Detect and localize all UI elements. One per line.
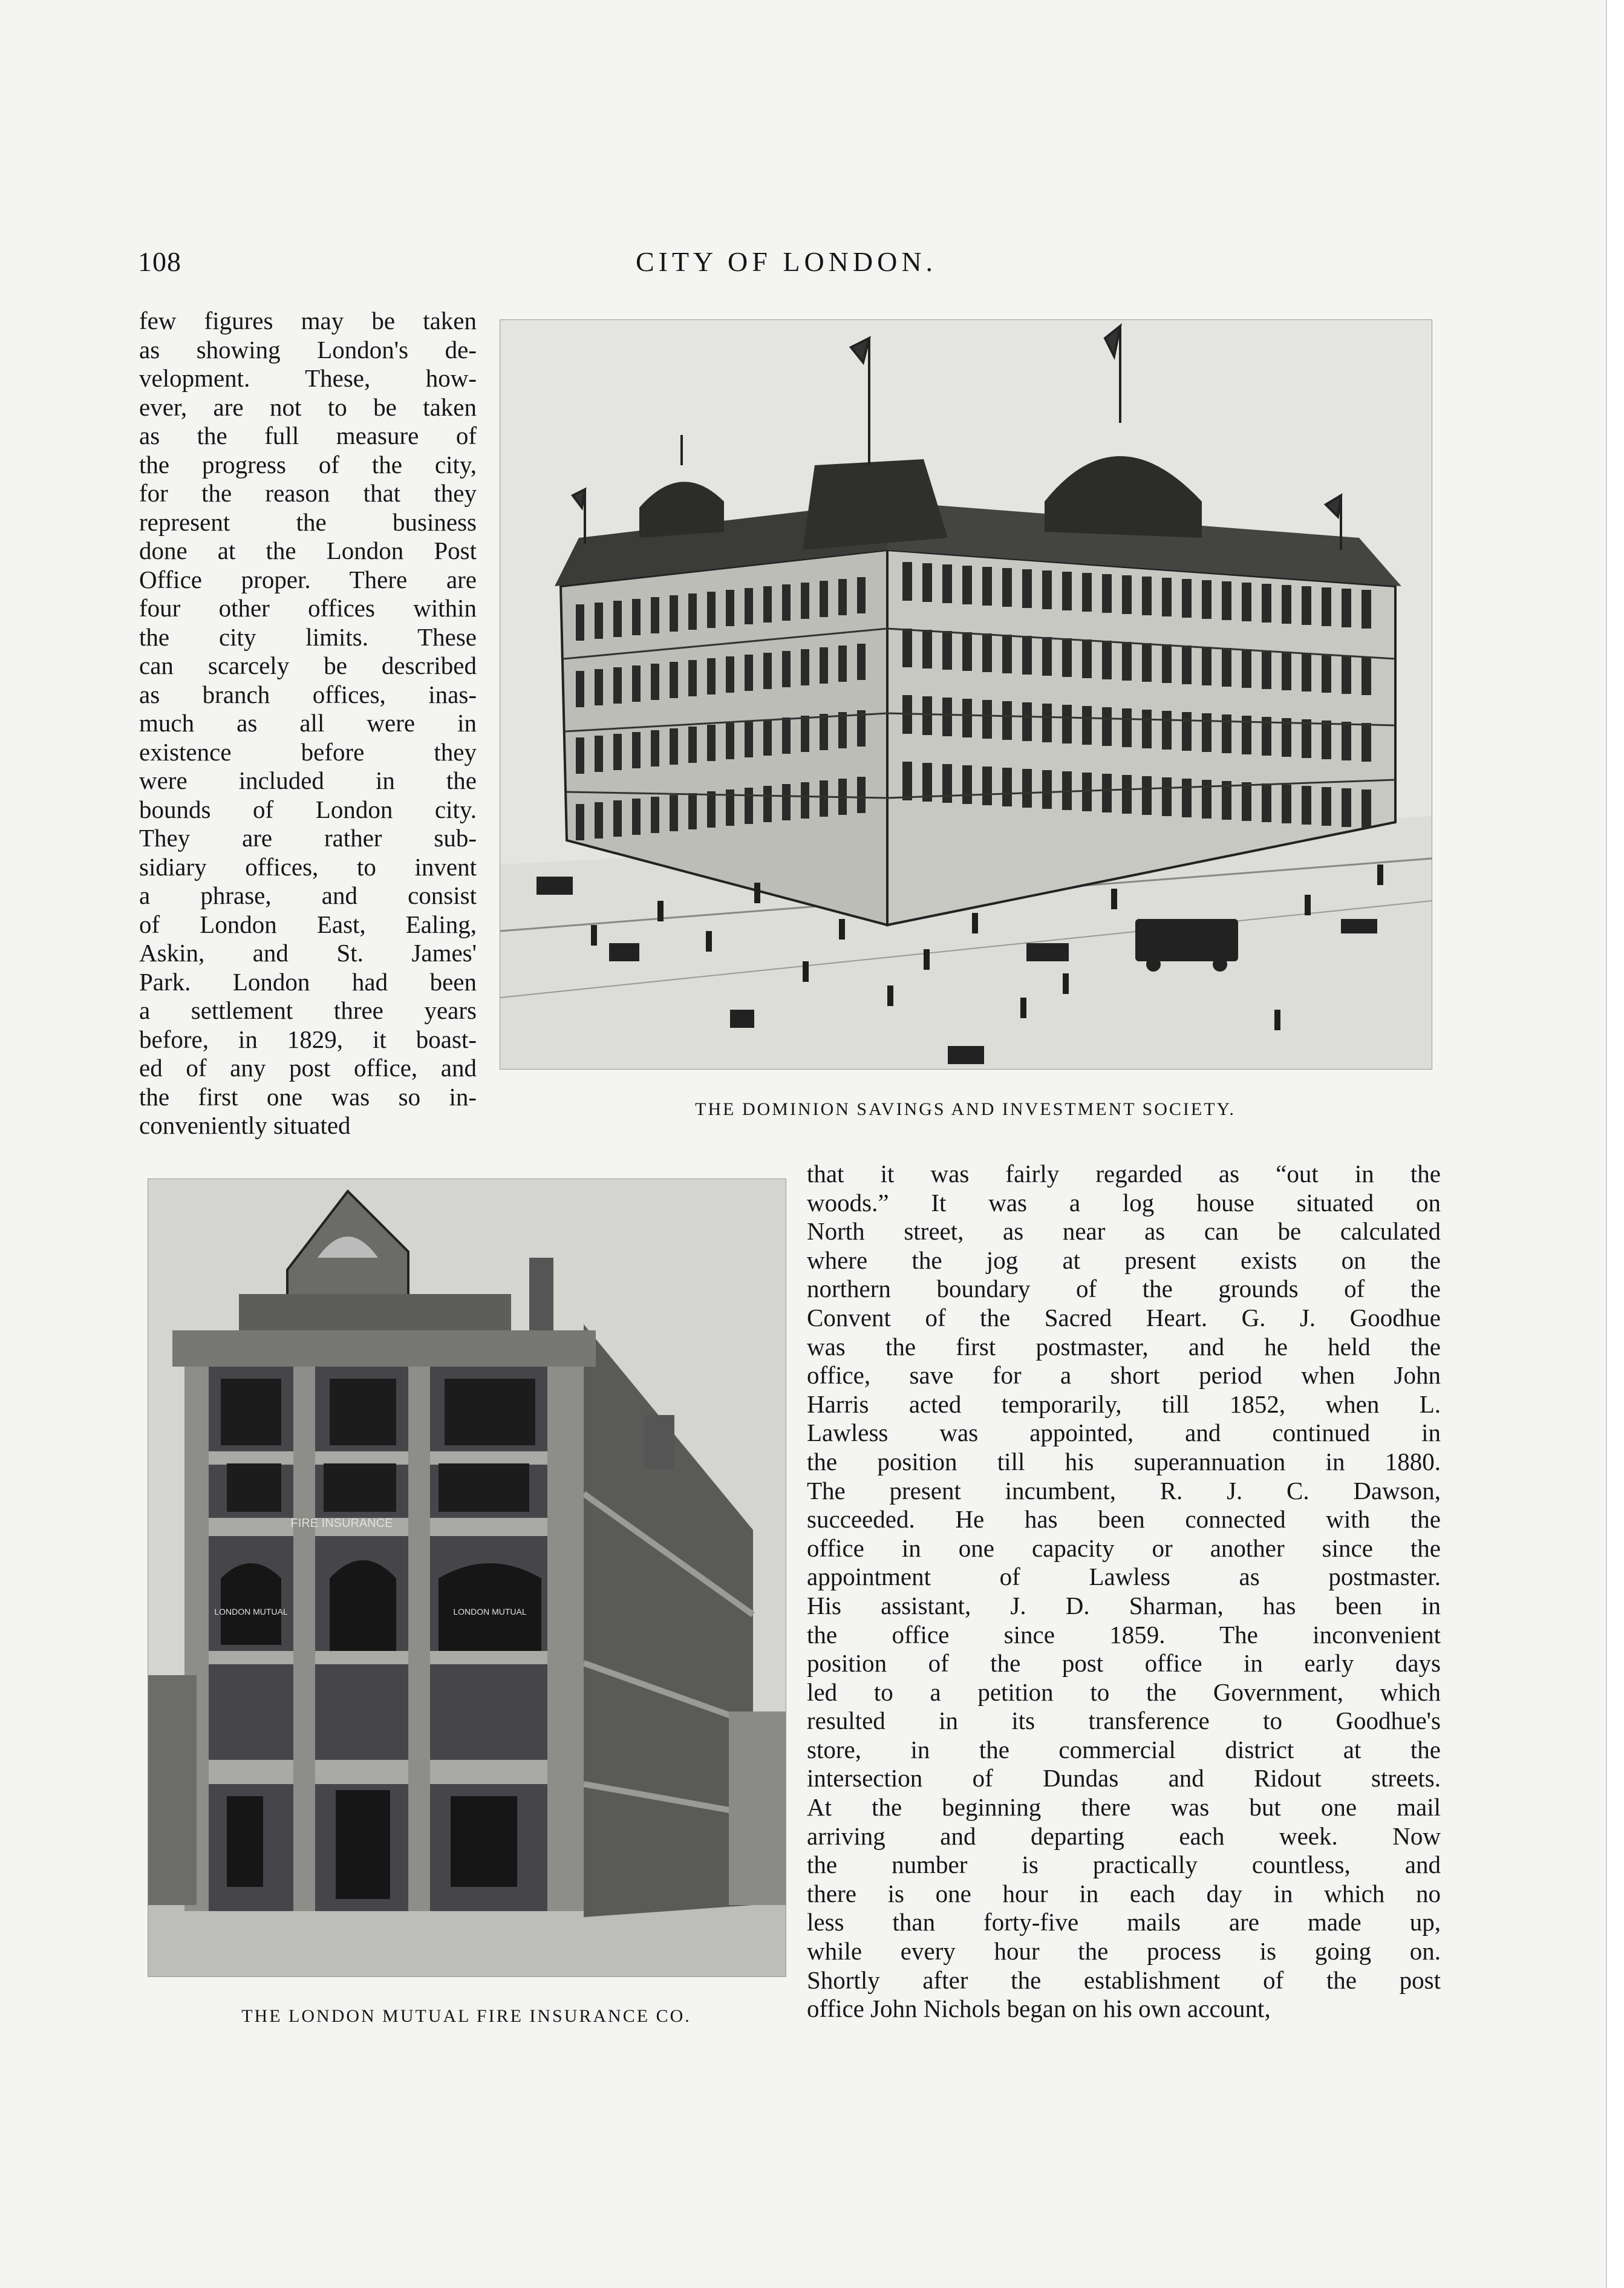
engraving-window: [763, 653, 772, 689]
engraving-window: [1082, 639, 1092, 678]
right-text-line: woods.” It was a log house situated on: [807, 1188, 1441, 1217]
left-text-line: for the reason that they: [139, 479, 477, 507]
engraving-window: [1282, 585, 1291, 624]
right-text-line: intersection of Dundas and Ridout streets.: [807, 1764, 1441, 1793]
dominion-building-drawing: [500, 320, 1432, 1069]
engraving-window: [707, 725, 716, 761]
engraving-window: [595, 603, 603, 639]
engraving-window: [726, 590, 734, 626]
engraving-window: [1082, 706, 1092, 745]
window-sign-right: LONDON MUTUAL: [453, 1607, 527, 1616]
right-text-line: His assistant, J. D. Sharman, has been in: [807, 1591, 1441, 1620]
engraving-window: [651, 797, 659, 833]
engraving-window: [820, 647, 828, 684]
engraving-window: [1342, 589, 1351, 627]
engraving-figure: [1111, 889, 1117, 909]
engraving-window: [1322, 587, 1331, 626]
engraving-window: [688, 660, 697, 696]
engraving-figure: [972, 913, 978, 933]
engraving-window: [838, 646, 847, 682]
engraving-window: [651, 730, 659, 766]
london-mutual-caption: THE LONDON MUTUAL FIRE INSURANCE CO.: [241, 2006, 691, 2026]
engraving-figure: [1020, 998, 1026, 1018]
engraving-window: [1361, 723, 1371, 762]
engraving-window: [902, 562, 912, 601]
engraving-window: [763, 586, 772, 623]
engraving-window: [782, 717, 791, 754]
engraving-window: [1122, 708, 1132, 747]
engraving-window: [1042, 704, 1052, 742]
left-text-line: a settlement three years: [139, 996, 477, 1024]
engraving-window: [902, 629, 912, 667]
engraving-window: [763, 786, 772, 822]
engraving-window: [1142, 577, 1152, 615]
engraving-window: [962, 632, 972, 671]
engraving-figure: [803, 961, 809, 982]
engraving-window: [782, 584, 791, 621]
page-number: 108: [138, 246, 181, 277]
engraving-window: [1242, 649, 1251, 688]
engraving-window: [1142, 710, 1152, 748]
engraving-figure: [706, 931, 712, 952]
engraving-window: [1302, 786, 1311, 825]
engraving-window: [922, 630, 932, 668]
left-text-line: Park. London had been: [139, 967, 477, 996]
engraving-window: [670, 795, 678, 831]
left-text-line: as the full measure of: [139, 422, 477, 449]
left-text-line: as showing London's de-: [139, 335, 477, 364]
engraving-window: [1182, 779, 1192, 817]
engraving-window: [1262, 584, 1271, 623]
engraving-window: [576, 804, 584, 840]
engraving-figure: [657, 901, 664, 921]
engraving-window: [726, 723, 734, 759]
engraving-window: [1322, 787, 1331, 826]
engraving-figure: [754, 883, 760, 903]
engraving-window: [1102, 774, 1112, 812]
right-text-line: northern boundary of the grounds of the: [807, 1275, 1441, 1303]
engraving-window: [857, 644, 866, 680]
engraving-window: [613, 667, 622, 704]
engraving-window: [942, 631, 952, 670]
left-text-line: can scarcely be described: [139, 652, 477, 679]
right-text-line: while every hour the process is going on.: [807, 1937, 1441, 1966]
engraving-window: [670, 662, 678, 698]
engraving-window: [632, 599, 641, 635]
left-text-line: much as all were in: [139, 709, 477, 737]
engraving-window: [1182, 646, 1192, 684]
engraving-window: [857, 777, 866, 813]
engraving-window: [1062, 572, 1072, 610]
left-text-line: four other offices within: [139, 594, 477, 622]
right-text-line: office, save for a short period when John: [807, 1361, 1441, 1390]
engraving-window: [1282, 718, 1291, 757]
scan-edge: [1606, 0, 1624, 2288]
engraving-window: [922, 696, 932, 735]
engraving-window: [745, 788, 753, 824]
engraving-window: [1361, 789, 1371, 828]
left-text-line: represent the business: [139, 508, 477, 536]
engraving-window: [1062, 705, 1072, 744]
engraving-window: [1102, 641, 1112, 679]
engraving-window: [982, 766, 992, 805]
engraving-window: [1202, 580, 1211, 619]
engraving-window: [1002, 568, 1012, 607]
engraving-window: [1302, 653, 1311, 691]
engraving-figure: [1305, 895, 1311, 915]
engraving-window: [962, 765, 972, 804]
engraving-figure: [1063, 973, 1069, 994]
engraving-window: [595, 669, 603, 705]
cornice-sign: FIRE INSURANCE: [290, 1517, 393, 1530]
engraving-window: [576, 604, 584, 641]
engraving-window: [820, 714, 828, 750]
engraving-window: [1202, 713, 1211, 752]
engraving-window: [1122, 642, 1132, 681]
engraving-window: [1162, 777, 1172, 816]
engraving-window: [1242, 782, 1251, 821]
engraving-window: [1342, 788, 1351, 827]
right-text-line: the position till his superannuation in 1880.: [807, 1447, 1441, 1476]
engraving-window: [1002, 635, 1012, 673]
right-text-line: North street, as near as can be calculated: [807, 1217, 1441, 1246]
engraving-window: [726, 656, 734, 693]
engraving-window: [576, 671, 584, 707]
engraving-window: [1042, 570, 1052, 609]
engraving-window: [1082, 573, 1092, 612]
right-text-line: arriving and departing each week. Now: [807, 1822, 1441, 1850]
engraving-window: [1361, 590, 1371, 629]
engraving-window: [820, 581, 828, 617]
left-text-line: a phrase, and consist: [139, 881, 477, 909]
engraving-window: [801, 782, 809, 819]
left-text-line: as branch offices, inas-: [139, 680, 477, 708]
engraving-window: [782, 651, 791, 687]
engraving-window: [763, 719, 772, 756]
engraving-window: [1022, 569, 1032, 608]
engraving-window: [1262, 650, 1271, 689]
engraving-window: [1042, 637, 1052, 676]
engraving-window: [670, 728, 678, 765]
right-text-line: Harris acted temporarily, till 1852, when L.: [807, 1390, 1441, 1418]
engraving-window: [1222, 714, 1231, 753]
right-text-line: At the beginning there was but one mail: [807, 1793, 1441, 1822]
engraving-window: [801, 583, 809, 619]
right-text-line: Lawless was appointed, and continued in: [807, 1419, 1441, 1447]
running-title: CITY OF LONDON.: [635, 246, 938, 277]
right-text-line: led to a petition to the Government, which: [807, 1678, 1441, 1706]
engraving-window: [1322, 721, 1331, 759]
engraving-window: [1142, 776, 1152, 815]
engraving-window: [1242, 583, 1251, 621]
right-text-line: less than forty-five mails are made up,: [807, 1908, 1441, 1937]
engraving-window: [782, 784, 791, 820]
engraving-window: [632, 732, 641, 768]
left-text-line: bounds of London city.: [139, 795, 477, 823]
right-text-line: that it was fairly regarded as “out in the: [807, 1160, 1441, 1188]
left-text-line: sidiary offices, to invent: [139, 852, 477, 881]
right-text-line: the number is practically countless, and: [807, 1851, 1441, 1879]
dominion-caption: THE DOMINION SAVINGS AND INVESTMENT SOCIETY.: [695, 1099, 1236, 1119]
engraving-window: [688, 793, 697, 829]
engraving-window: [707, 791, 716, 828]
left-text-line: were included in the: [139, 766, 477, 794]
engraving-window: [707, 658, 716, 695]
engraving-window: [1202, 647, 1211, 685]
engraving-figure: [1274, 1010, 1280, 1030]
engraving-figure: [591, 925, 597, 946]
window-sign-left: LONDON MUTUAL: [214, 1607, 288, 1616]
engraving-window: [982, 633, 992, 672]
engraving-window: [1282, 785, 1291, 823]
right-text-column: [807, 1160, 1441, 2024]
engraving-window: [576, 737, 584, 774]
right-text-line: the office since 1859. The inconvenient: [807, 1620, 1441, 1649]
engraving-window: [1122, 775, 1132, 814]
left-text-line: the city limits. These: [139, 623, 477, 651]
left-text-line: velopment. These, how-: [139, 364, 477, 392]
engraving-window: [1342, 655, 1351, 694]
engraving-figure: [1377, 865, 1383, 885]
right-text-line: position of the post office in early days: [807, 1649, 1441, 1678]
right-text-line: there is one hour in each day in which no: [807, 1879, 1441, 1907]
engraving-window: [1022, 769, 1032, 808]
engraving-window: [838, 579, 847, 615]
engraving-window: [1222, 648, 1231, 687]
engraving-window: [942, 564, 952, 603]
engraving-window: [1182, 579, 1192, 618]
engraving-window: [651, 664, 659, 700]
engraving-window: [613, 601, 622, 637]
engraving-window: [595, 736, 603, 772]
engraving-window: [1022, 636, 1032, 675]
right-text-line: office John Nichols began on his own account,: [807, 1995, 1271, 2023]
engraving-window: [982, 567, 992, 606]
left-text-line: few figures may be taken: [139, 307, 477, 335]
engraving-figure: [839, 919, 845, 940]
right-text-line: succeeded. He has been connected with the: [807, 1505, 1441, 1534]
engraving-window: [745, 655, 753, 691]
london-mutual-building-drawing: [148, 1179, 786, 1976]
engraving-window: [820, 780, 828, 817]
engraving-window: [838, 712, 847, 748]
engraving-window: [1142, 643, 1152, 682]
left-text-line: the first one was so in-: [139, 1082, 477, 1111]
right-text-line: office in one capacity or another since the: [807, 1534, 1441, 1562]
engraving-window: [632, 799, 641, 835]
engraving-figure: [887, 985, 893, 1006]
right-text-line: Shortly after the establishment of the post: [807, 1966, 1441, 1994]
right-text-line: Convent of the Sacred Heart. G. J. Goodhue: [807, 1303, 1441, 1332]
left-text-line: ever, are not to be taken: [139, 393, 477, 421]
engraving-window: [1282, 652, 1291, 690]
engraving-window: [857, 577, 866, 613]
engraving-window: [902, 762, 912, 800]
right-text-line: where the jog at present exists on the: [807, 1246, 1441, 1274]
engraving-window: [801, 716, 809, 752]
left-text-line: of London East, Ealing,: [139, 910, 477, 938]
engraving-window: [613, 734, 622, 770]
engraving-window: [1002, 768, 1012, 806]
engraving-window: [1302, 586, 1311, 625]
engraving-window: [651, 597, 659, 633]
engraving-window: [1042, 770, 1052, 809]
right-text-line: store, in the commercial district at the: [807, 1735, 1441, 1763]
left-text-line: Office proper. There are: [139, 565, 477, 593]
right-text-line: was the first postmaster, and he held the: [807, 1332, 1441, 1361]
engraving-window: [1262, 783, 1271, 822]
engraving-window: [922, 563, 932, 602]
left-text-line: before, in 1829, it boast-: [139, 1025, 477, 1053]
engraving-window: [1342, 722, 1351, 760]
left-text-line: done at the London Post: [139, 537, 477, 564]
left-text-line: existence before they: [139, 737, 477, 766]
dominion-savings-illustration: [500, 319, 1432, 1070]
left-text-line: ed of any post office, and: [139, 1054, 477, 1082]
engraving-window: [1162, 644, 1172, 683]
engraving-window: [670, 595, 678, 632]
engraving-window: [942, 764, 952, 803]
engraving-window: [632, 665, 641, 702]
engraving-window: [962, 699, 972, 737]
engraving-window: [1102, 707, 1112, 746]
engraving-window: [1302, 719, 1311, 758]
engraving-window: [1182, 712, 1192, 751]
right-text-line: appointment of Lawless as postmaster.: [807, 1563, 1441, 1591]
engraving-window: [688, 727, 697, 763]
engraving-window: [1162, 711, 1172, 750]
left-text-line: They are rather sub-: [139, 824, 477, 852]
engraving-window: [982, 700, 992, 739]
engraving-window: [1122, 575, 1132, 614]
engraving-window: [1102, 574, 1112, 613]
engraving-window: [962, 566, 972, 604]
left-text-column: [139, 307, 477, 1140]
engraving-window: [707, 592, 716, 628]
left-text-line: conveniently situated: [139, 1111, 351, 1139]
engraving-window: [1082, 773, 1092, 811]
right-text-line: resulted in its transference to Goodhue's: [807, 1707, 1441, 1735]
engraving-window: [1361, 656, 1371, 695]
engraving-window: [1002, 701, 1012, 740]
left-text-line: the progress of the city,: [139, 450, 477, 479]
engraving-window: [613, 800, 622, 837]
engraving-window: [745, 721, 753, 757]
right-text-line: The present incumbent, R. J. C. Dawson,: [807, 1476, 1441, 1505]
engraving-window: [745, 588, 753, 624]
engraving-window: [1022, 702, 1032, 741]
engraving-window: [688, 593, 697, 630]
engraving-window: [1322, 654, 1331, 693]
engraving-window: [1222, 581, 1231, 620]
engraving-window: [595, 802, 603, 838]
engraving-window: [942, 698, 952, 736]
engraving-window: [1162, 578, 1172, 616]
engraving-figure: [924, 949, 930, 970]
left-text-line: Askin, and St. James': [139, 939, 477, 967]
london-mutual-photo: [148, 1178, 786, 1977]
engraving-window: [801, 649, 809, 685]
engraving-window: [1062, 638, 1072, 677]
